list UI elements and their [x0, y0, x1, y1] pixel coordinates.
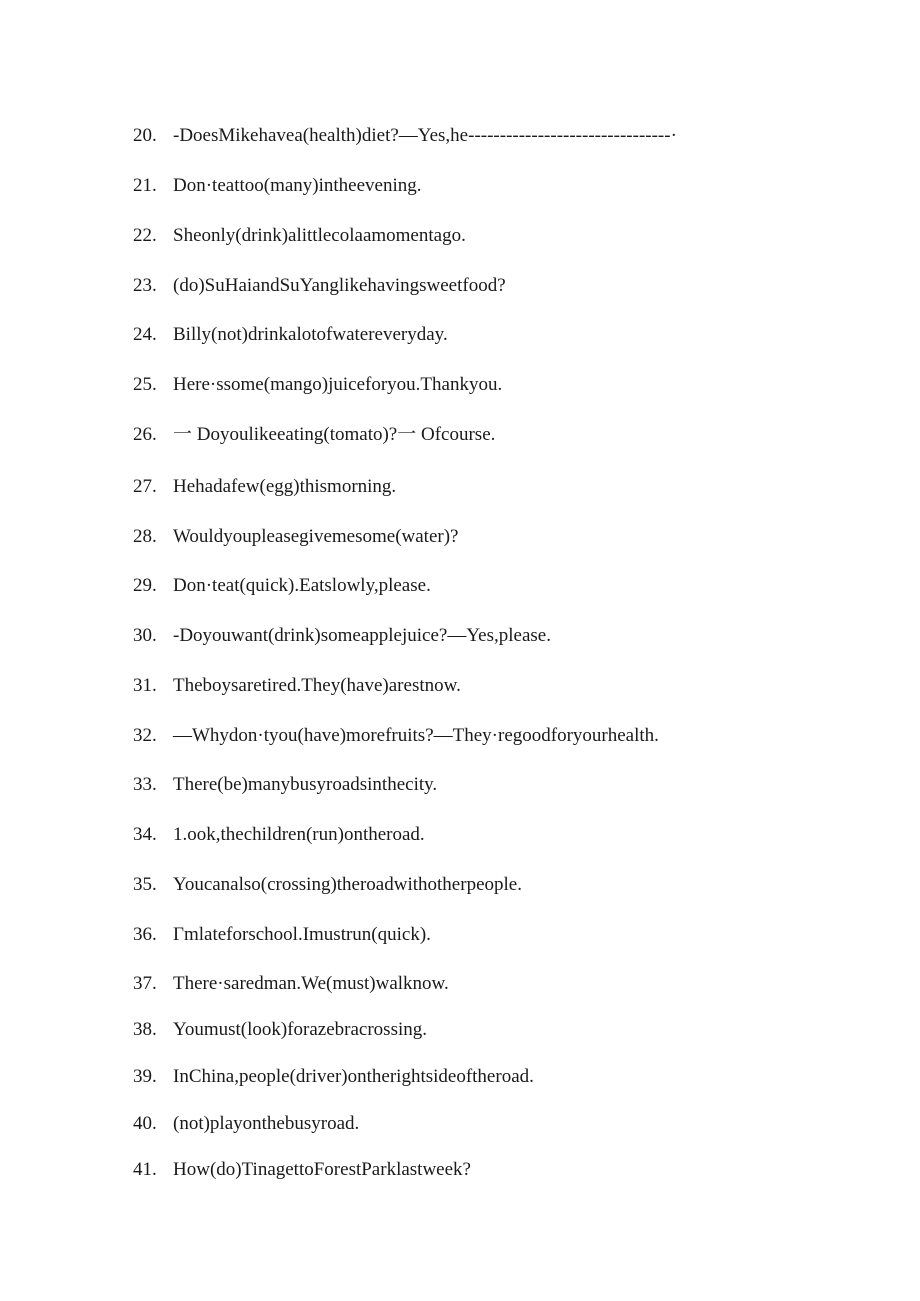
- item-text: 一 Doyoulikeeating(tomato)?一 Ofcourse.: [173, 424, 496, 445]
- exercise-item-25: [133, 370, 502, 400]
- item-text: There(be)manybusyroadsinthecity.: [173, 774, 438, 795]
- exercise-item-31: [133, 671, 461, 701]
- item-number: 21.: [133, 175, 157, 196]
- item-number: 30.: [133, 625, 157, 646]
- item-text: (do)SuHaiandSuYanglikehavingsweetfood?: [173, 275, 506, 296]
- item-number: 31.: [133, 675, 157, 696]
- item-number: 24.: [133, 324, 157, 345]
- exercise-item-39: [133, 1062, 534, 1092]
- item-number: 20.: [133, 125, 157, 146]
- exercise-item-34: [133, 820, 425, 850]
- exercise-item-36: [133, 920, 431, 950]
- item-number: 32.: [133, 725, 157, 746]
- exercise-item-40: [133, 1109, 359, 1139]
- item-text: Here·ssome(mango)juiceforyou.Thankyou.: [173, 374, 503, 395]
- item-text: Theboysaretired.They(have)arestnow.: [173, 675, 461, 696]
- item-number: 23.: [133, 275, 157, 296]
- item-text: (not)playonthebusyroad.: [173, 1113, 360, 1134]
- item-number: 29.: [133, 575, 157, 596]
- item-text: Billy(not)drinkalotofwatereveryday.: [173, 324, 448, 345]
- item-text: Wouldyoupleasegivemesome(water)?: [173, 526, 459, 547]
- item-number: 35.: [133, 874, 157, 895]
- item-number: 36.: [133, 924, 157, 945]
- exercise-item-28: [133, 522, 458, 552]
- exercise-item-37: [133, 969, 449, 999]
- item-text: -Doyouwant(drink)someapplejuice?—Yes,please.: [173, 625, 551, 646]
- item-text: Hehadafew(egg)thismorning.: [173, 476, 397, 497]
- item-number: 38.: [133, 1019, 157, 1040]
- item-text: 1.ook,thechildren(run)ontheroad.: [173, 824, 425, 845]
- exercise-item-32: [133, 721, 659, 751]
- item-number: 25.: [133, 374, 157, 395]
- exercise-item-20: [133, 121, 677, 151]
- exercise-item-27: [133, 472, 396, 502]
- item-text: How(do)TinagettoForestParklastweek?: [173, 1159, 471, 1180]
- exercise-item-24: [133, 320, 448, 350]
- item-text: Sheonly(drink)alittlecolaamomentago.: [173, 225, 466, 246]
- exercise-item-21: [133, 171, 422, 201]
- exercise-item-30: [133, 621, 551, 651]
- exercise-item-38: [133, 1015, 427, 1045]
- item-text: -DoesMikehavea(health)diet?—Yes,he--------------------------------·: [173, 125, 677, 146]
- item-number: 34.: [133, 824, 157, 845]
- item-number: 40.: [133, 1113, 157, 1134]
- exercise-item-29: [133, 571, 431, 601]
- exercise-item-23: [133, 271, 506, 301]
- exercise-item-41: [133, 1155, 471, 1185]
- item-number: 37.: [133, 973, 157, 994]
- exercise-item-33: [133, 770, 437, 800]
- item-number: 22.: [133, 225, 157, 246]
- exercise-item-26: [133, 420, 495, 450]
- item-text: InChina,people(driver)ontherightsideoftheroad.: [173, 1066, 534, 1087]
- item-number: 33.: [133, 774, 157, 795]
- item-text: There·saredman.We(must)walknow.: [173, 973, 449, 994]
- exercise-item-22: [133, 221, 466, 251]
- item-text: Don·teattoo(many)intheevening.: [173, 175, 422, 196]
- item-number: 41.: [133, 1159, 157, 1180]
- item-text: Youmust(look)forazebracrossing.: [173, 1019, 427, 1040]
- item-text: Don·teat(quick).Eatslowly,please.: [173, 575, 431, 596]
- item-text: —Whydon·tyou(have)morefruits?—They·regoodforyourhealth.: [173, 725, 659, 746]
- exercise-item-35: [133, 870, 522, 900]
- item-number: 26.: [133, 424, 157, 445]
- item-number: 28.: [133, 526, 157, 547]
- item-text: Γmlateforschool.Imustrun(quick).: [173, 924, 431, 945]
- item-number: 27.: [133, 476, 157, 497]
- item-number: 39.: [133, 1066, 157, 1087]
- item-text: Youcanalso(crossing)theroadwithotherpeople.: [173, 874, 522, 895]
